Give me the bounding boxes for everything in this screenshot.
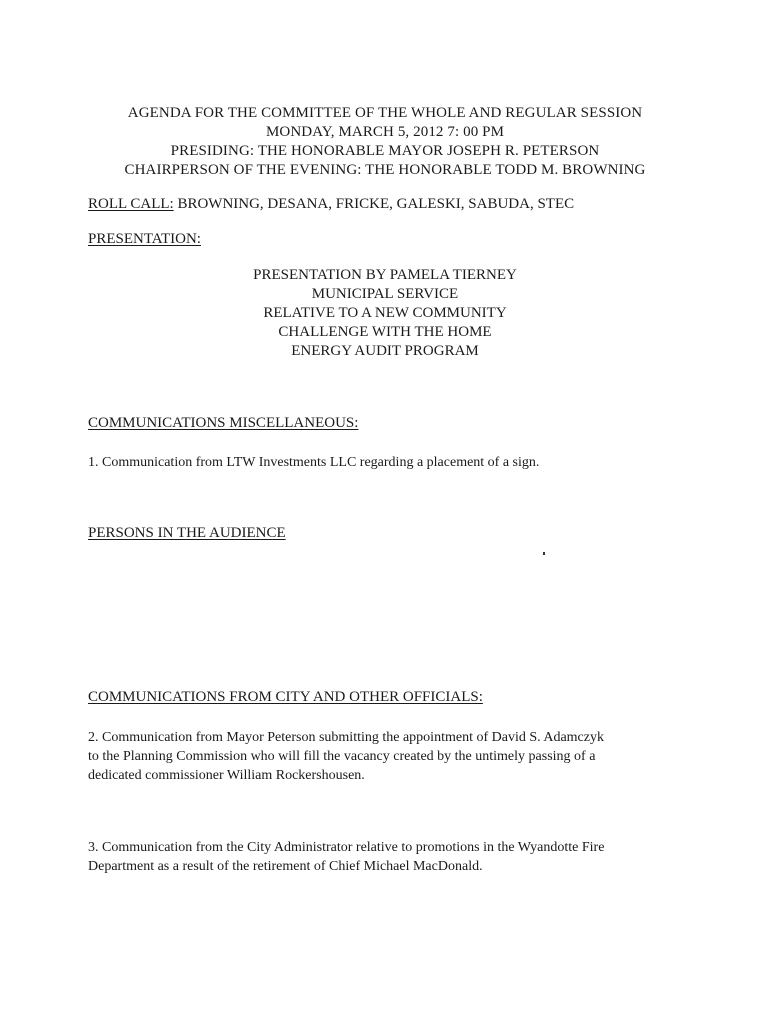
agenda-item-text: to the Planning Commission who will fill the vacancy created by the untimely passing of a [88, 749, 596, 764]
agenda-item-text: 3. Communication from the City Administrator relative to promotions in the Wyandotte Fire [88, 840, 605, 855]
presentation-line: RELATIVE TO A NEW COMMUNITY [263, 305, 507, 321]
agenda-item-1 [88, 453, 678, 472]
presentation-line: PRESENTATION BY PAMELA TIERNEY [253, 267, 517, 283]
presentation-line: MUNICIPAL SERVICE [311, 286, 459, 302]
roll-call [88, 196, 574, 213]
scan-speck [543, 552, 545, 555]
agenda-item-text: Department as a result of the retirement of Chief Michael MacDonald. [88, 859, 483, 874]
presentation-description [185, 266, 585, 361]
presentation-heading: PRESENTATION: [88, 231, 201, 247]
communications-misc-heading: COMMUNICATIONS MISCELLANEOUS: [88, 415, 359, 431]
agenda-item-3 [88, 838, 678, 876]
presentation-line: CHALLENGE WITH THE HOME [278, 324, 492, 340]
chairperson: CHAIRPERSON OF THE EVENING: THE HONORABLE TODD M. BROWNING [124, 162, 646, 178]
presentation-line: ENERGY AUDIT PROGRAM [291, 343, 479, 359]
meeting-date: MONDAY, MARCH 5, 2012 7: 00 PM [265, 124, 505, 140]
roll-call-label: ROLL CALL: [88, 196, 174, 212]
presiding-officer: PRESIDING: THE HONORABLE MAYOR JOSEPH R. PETERSON [170, 143, 600, 159]
roll-call-members: BROWNING, DESANA, FRICKE, GALESKI, SABUDA, STEC [173, 196, 575, 212]
agenda-title: AGENDA FOR THE COMMITTEE OF THE WHOLE AND REGULAR SESSION [127, 105, 643, 121]
agenda-item-text: 1. Communication from LTW Investments LLC regarding a placement of a sign. [88, 455, 540, 470]
agenda-item-2 [88, 728, 678, 785]
agenda-header [0, 104, 770, 180]
agenda-item-text: dedicated commissioner William Rockershousen. [88, 768, 365, 783]
agenda-item-text: 2. Communication from Mayor Peterson submitting the appointment of David S. Adamczyk [88, 730, 604, 745]
persons-in-audience-heading: PERSONS IN THE AUDIENCE [88, 525, 286, 541]
communications-officials-heading: COMMUNICATIONS FROM CITY AND OTHER OFFICIALS: [88, 689, 483, 705]
